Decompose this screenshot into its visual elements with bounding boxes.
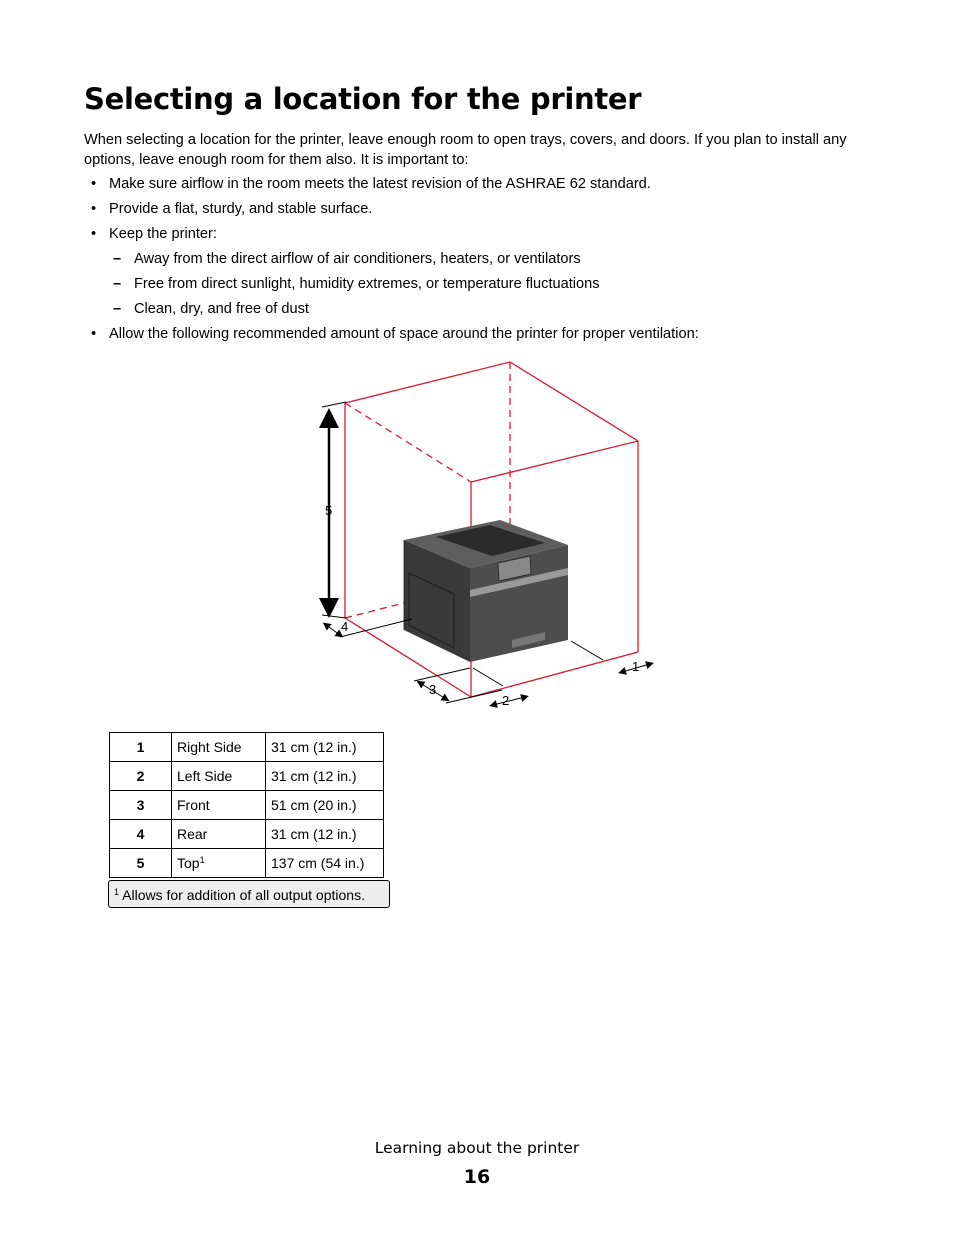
footer-section-title: Learning about the printer: [374, 1139, 580, 1157]
footnote-ref: 1: [199, 855, 205, 865]
sub-list-item-text: Free from direct sunlight, humidity extremes, or temperature fluctuations: [134, 276, 600, 292]
list-item-text: Provide a flat, sturdy, and stable surface.: [109, 201, 373, 217]
side-cell: Rear: [172, 820, 266, 849]
sub-list-item-text: Away from the direct airflow of air conditioners, heaters, or ventilators: [134, 251, 581, 267]
table-row: [110, 791, 384, 820]
callout-4: 4: [341, 619, 349, 634]
list-item: [0, 324, 954, 344]
sub-list-item: [0, 274, 954, 294]
list-item-text: Keep the printer:: [109, 226, 217, 242]
dash-icon: –: [113, 251, 122, 267]
table-row: [110, 733, 384, 762]
list-item: [0, 174, 954, 194]
bullet-icon: •: [91, 176, 97, 192]
side-cell: Right Side: [172, 733, 266, 762]
footnote-mark: 1: [114, 887, 120, 897]
callout-5: 5: [325, 503, 333, 518]
bullet-icon: •: [91, 326, 97, 342]
callout-2: 2: [502, 693, 510, 708]
row-number: 4: [110, 820, 172, 849]
table-footnote: [108, 880, 390, 908]
list-item: [0, 199, 954, 219]
dash-icon: –: [113, 301, 122, 317]
clearance-cell: 31 cm (12 in.): [266, 820, 384, 849]
row-number: 2: [110, 762, 172, 791]
callout-3: 3: [429, 682, 437, 697]
printer-icon: [404, 520, 568, 662]
clearance-cell: 51 cm (20 in.): [266, 791, 384, 820]
side-cell: Left Side: [172, 762, 266, 791]
row-number: 1: [110, 733, 172, 762]
bullet-icon: •: [91, 201, 97, 217]
dash-icon: –: [113, 276, 122, 292]
side-cell: Front: [172, 791, 266, 820]
row-number: 5: [110, 849, 172, 878]
clearance-cell: 31 cm (12 in.): [266, 733, 384, 762]
clearance-cell: 31 cm (12 in.): [266, 762, 384, 791]
footnote-text: Allows for addition of all output options.: [122, 887, 365, 903]
callout-1: 1: [632, 659, 640, 674]
intro-paragraph: When selecting a location for the printer, leave enough room to open trays, covers, and doors. If you plan to install any options, leave enough room for them also. It is important to:: [84, 132, 847, 168]
clearance-cell: 137 cm (54 in.): [266, 849, 384, 878]
list-item-text: Make sure airflow in the room meets the latest revision of the ASHRAE 62 standard.: [109, 176, 651, 192]
table-row: [110, 762, 384, 791]
table-row: [110, 820, 384, 849]
side-label: Top: [177, 855, 200, 871]
page-title: Selecting a location for the printer: [84, 82, 642, 116]
sub-list-item-text: Clean, dry, and free of dust: [134, 301, 309, 317]
list-item-text: Allow the following recommended amount of space around the printer for proper ventilation:: [109, 326, 699, 342]
row-number: 3: [110, 791, 172, 820]
printer-clearance-diagram: [318, 355, 668, 715]
sub-list-item: [0, 249, 954, 269]
clearance-table: [109, 732, 384, 878]
sub-list-item: [0, 299, 954, 319]
list-item: [0, 224, 954, 244]
side-cell: [172, 849, 266, 878]
page-number: 16: [463, 1166, 491, 1188]
table-row: [110, 849, 384, 878]
bullet-icon: •: [91, 226, 97, 242]
